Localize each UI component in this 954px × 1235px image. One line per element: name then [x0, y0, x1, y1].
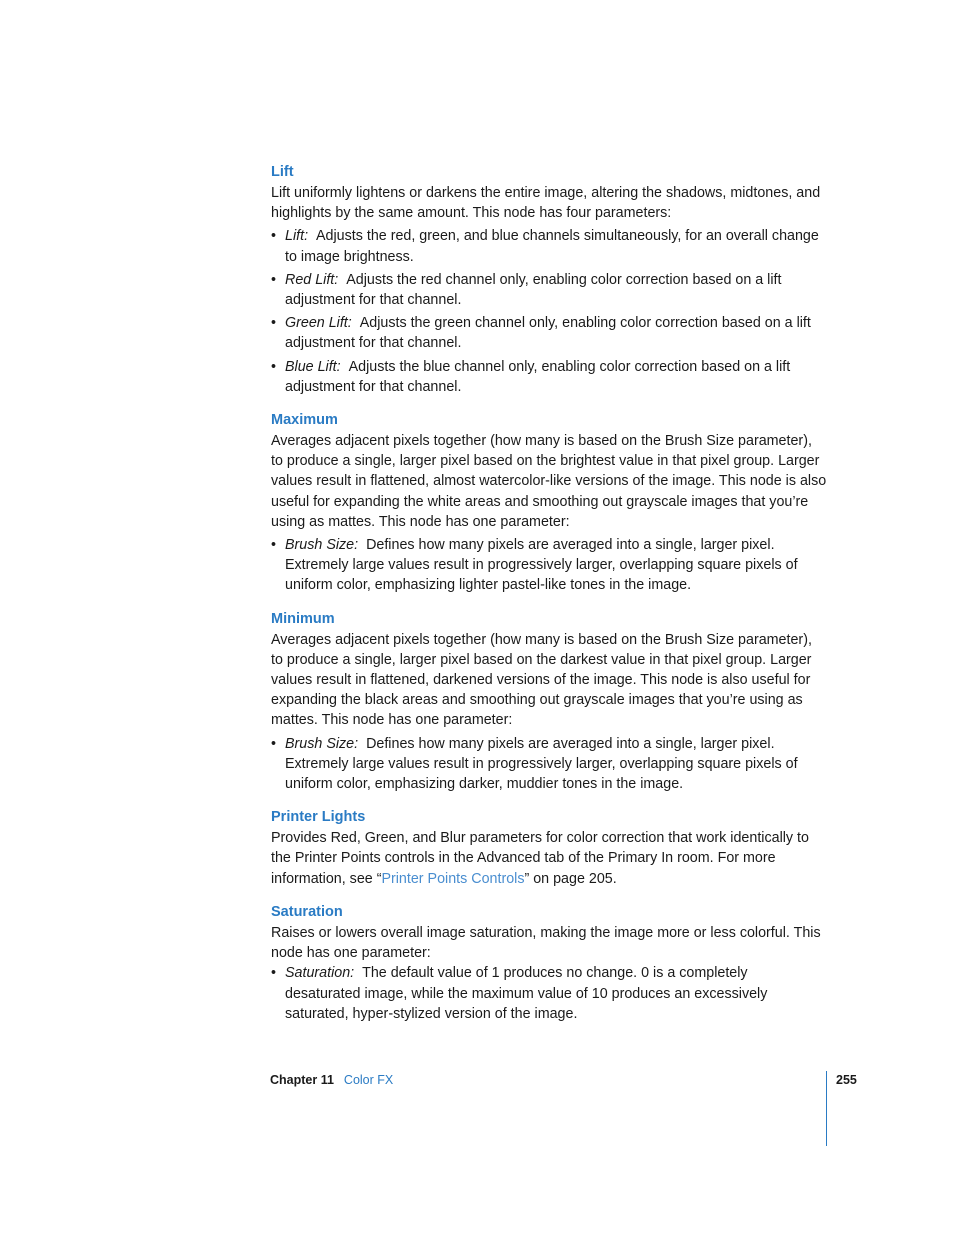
section-heading-printer-lights: Printer Lights — [271, 809, 366, 826]
parameter-term: Red Lift: — [285, 271, 339, 288]
list-item — [271, 734, 827, 795]
parameter-description: Adjusts the red, green, and blue channels simultaneously, for an overall change to image brightness. — [285, 228, 819, 265]
section-body-maximum: Averages adjacent pixels together (how many is based on the Brush Size parameter), to produce a single, larger pixel based on the brightest value in that pixel group. Larger values result in flattened, almost watercolor-like versions of the image. This node is also useful for expanding the white areas and smoothing out grayscale images that you’re using as mattes. This node has one parameter: — [271, 433, 827, 530]
section-heading-minimum: Minimum — [271, 610, 335, 627]
list-item — [271, 226, 827, 266]
parameter-description: Defines how many pixels are averaged into a single, larger pixel. Extremely large values result in progressively larger, overlapping square pixels of uniform color, emphasizing lighter pastel-like tones in the image. — [285, 537, 798, 594]
section-minimum — [271, 609, 827, 795]
parameter-list-saturation — [271, 963, 827, 1024]
parameter-description: Adjusts the red channel only, enabling color correction based on a lift adjustment for that channel. — [285, 271, 782, 309]
page-number: 255 — [836, 1073, 857, 1087]
parameter-term: Brush Size: — [285, 735, 359, 752]
list-item — [271, 535, 827, 596]
list-item — [271, 357, 827, 397]
bullet-icon: • — [271, 271, 277, 288]
parameter-term: Green Lift: — [285, 315, 352, 332]
parameter-list-maximum — [271, 535, 827, 596]
section-heading-saturation: Saturation — [271, 903, 343, 920]
parameter-term: Saturation: — [285, 965, 355, 982]
bullet-icon: • — [271, 228, 277, 245]
list-item — [271, 313, 827, 353]
parameter-list-lift — [271, 226, 827, 397]
section-heading-lift: Lift — [271, 164, 294, 180]
section-body-minimum: Averages adjacent pixels together (how many is based on the Brush Size parameter), to produce a single, larger pixel based on the darkest value in that pixel group. Larger values result in flattened, darkened versions of the image. This node is also useful for expanding the black areas and smoothing out grayscale images that you’re using as mattes. This node has one parameter: — [271, 631, 812, 729]
section-body-lift: Lift uniformly lightens or darkens the entire image, altering the shadows, midtones, and highlights by the same amount. This node has four parameters: — [271, 185, 821, 222]
section-saturation — [271, 902, 827, 1024]
bullet-icon: • — [271, 965, 277, 982]
parameter-description: The default value of 1 produces no change. 0 is a completely desaturated image, while the maximum value of 10 produces an excessively saturated, hyper-stylized version of the image. — [285, 965, 768, 1022]
footer-divider — [826, 1071, 827, 1146]
parameter-list-minimum — [271, 734, 827, 795]
page-footer — [270, 1071, 393, 1089]
section-body-printer-lights — [271, 828, 827, 889]
section-body-saturation: Raises or lowers overall image saturation, making the image more or less colorful. This node has one parameter: — [271, 924, 821, 962]
list-item — [271, 270, 827, 310]
chapter-label: Chapter 11 — [270, 1073, 334, 1087]
list-item — [271, 963, 827, 1024]
parameter-description: Defines how many pixels are averaged into a single, larger pixel. Extremely large values result in progressively larger, overlapping square pixels of uniform color, emphasizing darker, muddier tones in the image. — [285, 735, 798, 793]
section-maximum — [271, 410, 827, 596]
section-lift — [271, 162, 827, 397]
parameter-term: Brush Size: — [285, 537, 359, 554]
section-heading-maximum: Maximum — [271, 412, 338, 429]
parameter-description: Adjusts the blue channel only, enabling color correction based on a lift adjustment for that channel. — [285, 358, 791, 395]
parameter-term: Lift: — [285, 228, 309, 245]
section-printer-lights — [271, 807, 827, 889]
bullet-icon: • — [271, 735, 277, 752]
body-text-before-link: Provides Red, Green, and Blur parameters for color correction that work identically to the Printer Points controls in the Advanced tab of the Primary In room. For more information, see “ — [271, 830, 809, 887]
printer-points-controls-link[interactable]: Printer Points Controls — [381, 870, 525, 887]
parameter-description: Adjusts the green channel only, enabling color correction based on a lift adjustment for that channel. — [285, 315, 811, 352]
page-content — [271, 162, 827, 1024]
parameter-term: Blue Lift: — [285, 358, 341, 375]
bullet-icon: • — [271, 537, 277, 554]
body-text-after-link: ” on page 205. — [524, 870, 617, 887]
bullet-icon: • — [271, 358, 277, 375]
chapter-title-link[interactable]: Color FX — [343, 1073, 394, 1087]
bullet-icon: • — [271, 315, 277, 332]
